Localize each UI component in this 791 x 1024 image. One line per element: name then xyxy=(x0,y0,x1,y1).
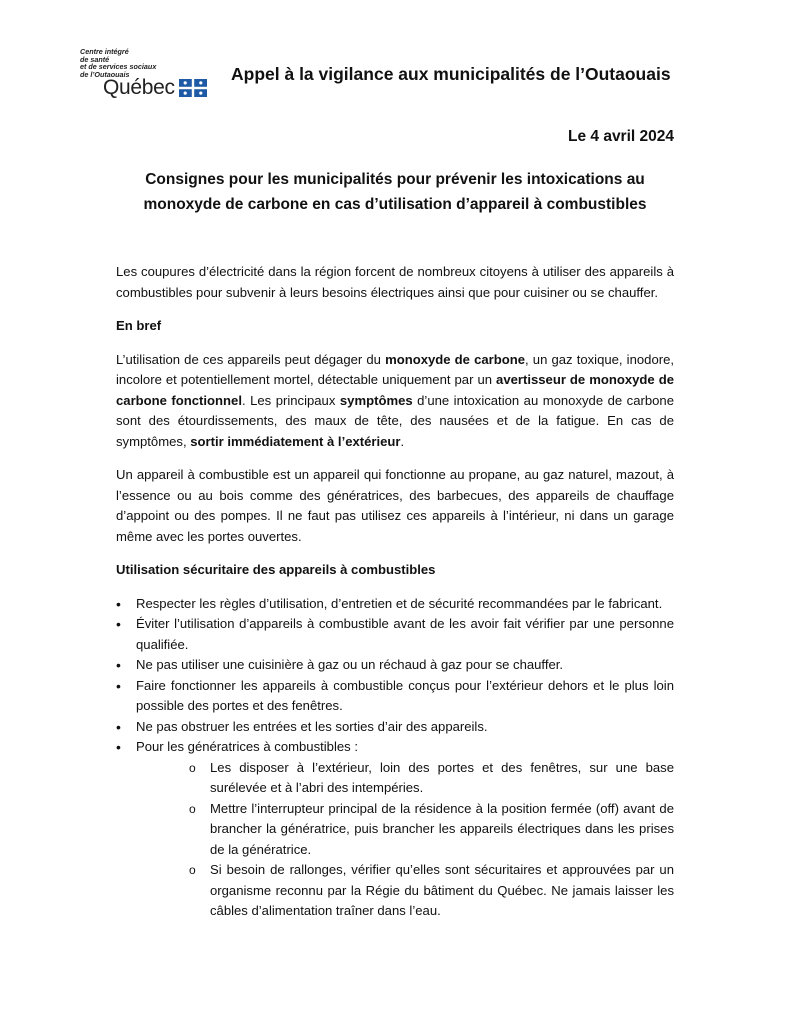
document-body xyxy=(116,262,674,922)
generator-sub-list xyxy=(116,758,674,922)
co-text-2: , un gaz toxique, inodore, incolore et potentiellement mortel, détectable uniquement par un xyxy=(116,351,675,387)
section-heading-en-bref: En bref xyxy=(116,318,162,333)
co-paragraph xyxy=(116,350,674,453)
logo-line-3: et de services sociaux xyxy=(80,62,157,72)
quebec-flag-icon xyxy=(179,79,207,97)
page-title: Appel à la vigilance aux municipalités de l’Outaouais xyxy=(231,64,671,84)
ciss-logo xyxy=(80,48,215,100)
list-item: • Ne pas utiliser une cuisinière à gaz ou un réchaud à gaz pour se chauffer. xyxy=(116,655,674,676)
intro-paragraph: Les coupures d’électricité dans la région forcent de nombreux citoyens à utiliser des appareils à combustibles pour subvenir à leurs besoins électriques ainsi que pour cuisiner ou se chauffer. xyxy=(116,264,674,300)
sub-list-item: o Mettre l’interrupteur principal de la résidence à la position fermée (off) avant de brancher la génératrice, puis brancher les appareils électriques dans les prises de la génératrice. xyxy=(189,799,674,861)
co-text-4: d’une intoxication au monoxyde de carbone sont des étourdissements, des maux de tête, des nausées et de la fatigue. En cas de symptômes, xyxy=(116,392,674,449)
list-item: • Éviter l’utilisation d’appareils à combustible avant de les avoir fait vérifier par une personne qualifiée. xyxy=(116,614,674,655)
sub-list-item: o Si besoin de rallonges, vérifier qu’elles sont sécuritaires et approuvées par un organisme reconnu par la Régie du bâtiment du Québec. Ne jamais laisser les câbles d’alimentation traîner dans l’eau. xyxy=(189,860,674,922)
list-item: • Faire fonctionner les appareils à combustible conçus pour l’extérieur dehors et le plus loin possible des portes et des fenêtres. xyxy=(116,676,674,717)
sub-list-item: o Les disposer à l’extérieur, loin des portes et des fenêtres, sur une base surélevée et à l’abri des intempéries. xyxy=(189,758,674,799)
co-text-5: . xyxy=(400,433,405,449)
list-item: • Pour les génératrices à combustibles : xyxy=(116,737,674,758)
co-bold-4: sortir immédiatement à l’extérieur xyxy=(190,433,401,449)
list-item: • Respecter les règles d’utilisation, d’entretien et de sécurité recommandées par le fabricant. xyxy=(116,594,674,615)
co-bold-3: symptômes xyxy=(339,392,413,408)
quebec-wordmark: Québec xyxy=(103,76,175,99)
list-item: • Ne pas obstruer les entrées et les sorties d’air des appareils. xyxy=(116,717,674,738)
usage-list xyxy=(116,594,674,758)
co-text-1: L’utilisation de ces appareils peut dégager du xyxy=(116,351,386,367)
co-bold-2: avertisseur de monoxyde de carbone fonctionnel xyxy=(116,372,674,408)
logo-line-2: de santé xyxy=(80,54,110,64)
logo-line-4: de l’Outaouais xyxy=(80,69,130,79)
logo-line-1: Centre intégré xyxy=(80,47,129,56)
co-bold-1: monoxyde de carbone xyxy=(385,351,526,367)
section-heading-usage: Utilisation sécuritaire des appareils à combustibles xyxy=(116,562,436,577)
document-subtitle: Consignes pour les municipalités pour prévenir les intoxications au monoxyde de carbone en cas d’utilisation d’appareil à combustibles xyxy=(143,171,647,213)
appliance-paragraph: Un appareil à combustible est un appareil qui fonctionne au propane, au gaz naturel, mazout, à l’essence ou au bois comme des génératrices, des barbecues, des appareils de chauffage d’appoint ou des pompes. Il ne faut pas utilisez ces appareils à l’intérieur, ni dans un garage même avec les portes ouvertes. xyxy=(116,467,674,544)
co-text-3: . Les principaux xyxy=(241,392,340,408)
document-date: Le 4 avril 2024 xyxy=(568,128,674,145)
